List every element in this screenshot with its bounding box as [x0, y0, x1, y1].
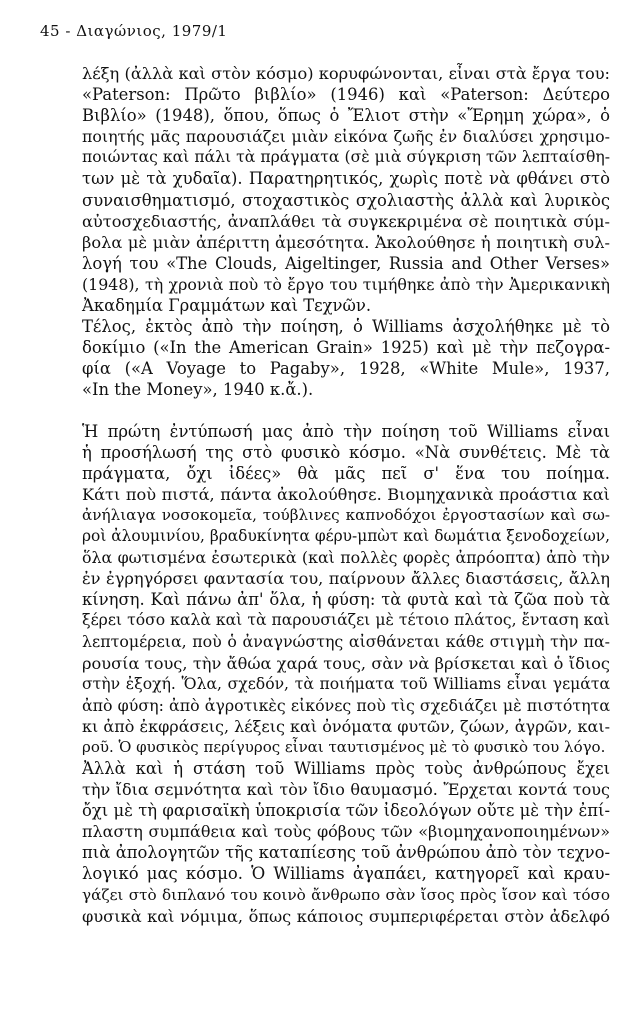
article-body	[82, 63, 610, 927]
text-line: ξέρει τόσο καλὰ καὶ τὰ παρουσιάζει μὲ τέτοιο πλάτος, ἔνταση καὶ	[82, 611, 610, 630]
text-line: ὄχι μὲ τὴ φαρισαϊκὴ ὑποκρισία τῶν ἰδεολόγων οὔτε μὲ τὴν ἐπί-	[82, 801, 610, 821]
text-line: Ἡ πρώτη ἐντύπωσή μας ἀπὸ τὴν ποίηση τοῦ Williams εἶναι	[82, 421, 610, 441]
text-line: ρουσία τους, τὴν ἄθώα χαρά τους, σὰν νὰ βρίσκεται καὶ ὁ ἴδιος	[82, 653, 610, 673]
paragraph	[82, 316, 610, 400]
text-line: ὅλα φωτισμένα ἐσωτερικὰ (καὶ πολλὲς φορὲς ἀπρόοπτα) ἀπὸ τὴν	[82, 548, 610, 568]
text-line: βολα μὲ μιὰν ἀπέριττη ἀμεσότητα. Ἀκολούθησε ἡ ποιητικὴ συλ-	[82, 232, 610, 252]
text-line: λέξη (ἀλλὰ καὶ στὸν κόσμο) κορυφώνονται, εἶναι στὰ ἔργα του:	[82, 64, 610, 83]
text-line: ποιώντας καὶ πάλι τὰ πράγματα (σὲ μιὰ σύγκριση τῶν λεπταίσθη-	[82, 148, 610, 167]
text-line: λογή του «The Clouds, Aigeltinger, Russia and Other Verses»	[82, 253, 610, 273]
text-line: Κάτι ποὺ πιστά, πάντα ἀκολούθησε. Βιομηχανικὰ προάστια καὶ	[82, 484, 610, 504]
text-line: τὴν ἴδια σεμνότητα καὶ τὸν ἴδιο θαυμασμό. Ἔρχεται κοντά τους	[82, 780, 610, 800]
text-line: γάζει στὸ διπλανό του κοινὸ ἄνθρωπο σὰν ἴσος πρὸς ἴσον καὶ τόσο	[82, 885, 610, 904]
text-line: φυσικὰ καὶ νόμιμα, ὅπως κάποιος συμπεριφέρεται στὸν ἀδελφό	[82, 906, 610, 926]
text-line: «Paterson: Πρῶτο βιβλίο» (1946) καὶ «Paterson: Δεύτερο	[82, 85, 610, 105]
text-line: λεπτομέρεια, ποὺ ὁ ἀναγνώστης αἰσθάνεται κάθε στιγμὴ τὴν πα-	[82, 632, 610, 652]
text-line: αὐτοσχεδιαστής, ἀναπλάθει τὰ συγκεκριμένα σὲ ποιητικὰ σύμ-	[82, 211, 610, 231]
text-line: ἀπὸ φύση: ἀπὸ ἀγροτικὲς εἰκόνες ποὺ τὶς σχεδιάζει μὲ πιστότητα	[82, 695, 610, 715]
text-line: Ἀκαδημία Γραμμάτων καὶ Τεχνῶν.	[82, 296, 372, 316]
text-line: των μὲ τὰ χυδαῖα). Παρατηρητικός, χωρὶς ποτὲ νὰ φθάνει στὸ	[82, 169, 610, 189]
page-header: 45 - Διαγώνιος, 1979/1	[40, 22, 228, 40]
text-line: στὴν ἐξοχή. Ὅλα, σχεδόν, τὰ ποιήματα τοῦ Williams εἶναι γεμάτα	[82, 674, 610, 693]
text-line: συναισθηματισμό, στοχαστικὸς σχολιαστὴς ἀλλὰ καὶ λυρικὸς	[82, 190, 610, 210]
text-line: πιὰ ἀπολογητῶν τῆς καταπίεσης τοῦ ἀνθρώπου ἀπὸ τὸν τεχνο-	[82, 843, 610, 863]
paragraph	[82, 421, 610, 759]
text-line: λογικό μας κόσμο. Ὁ Williams ἀγαπάει, κατηγορεῖ καὶ κραυ-	[82, 864, 610, 884]
text-line: «In the Money», 1940 κ.ἄ.).	[82, 380, 314, 400]
text-line: Βιβλίο» (1948), ὅπου, ὅπως ὁ Ἔλιοτ στὴν «Ἔρημη χώρα», ὁ	[82, 106, 610, 126]
text-line: ροὶ ἀλουμινίου, βραδυκίνητα φέρυ-μπὼτ καὶ δωμάτια ξενοδοχείων,	[82, 526, 610, 545]
paragraph	[82, 63, 610, 316]
text-line: ἀνήλιαγα νοσοκομεῖα, τούβλινες καπνοδόχοι ἐργοστασίων καὶ σω-	[82, 505, 610, 524]
text-line: ἐν ἐγρηγόρσει φαντασία του, παίρνουν ἄλλες διαστάσεις, ἄλλη	[82, 569, 610, 589]
text-line: κίνηση. Καὶ πάνω ἀπ' ὅλα, ἡ φύση: τὰ φυτὰ καὶ τὰ ζῶα ποὺ τὰ	[82, 590, 610, 610]
text-line: δοκίμιο («In the American Grain» 1925) καὶ μὲ τὴν πεζογρα-	[82, 338, 610, 358]
paragraph	[82, 758, 610, 927]
text-line: κι ἀπὸ ἐκφράσεις, λέξεις καὶ ὀνόματα φυτῶν, ζώων, ἀγρῶν, και-	[82, 716, 610, 736]
text-line: (1948), τὴ χρονιὰ ποὺ τὸ ἔργο του τιμήθηκε ἀπὸ τὴν Ἀμερικανικὴ	[82, 274, 610, 294]
text-line: Τέλος, ἐκτὸς ἀπὸ τὴν ποίηση, ὁ Williams ἀσχολήθηκε μὲ τὸ	[82, 317, 610, 337]
text-line: φία («A Voyage to Pagaby», 1928, «White Mule», 1937,	[82, 359, 610, 379]
text-line: ἡ προσήλωσή της στὸ φυσικὸ κόσμο. «Νὰ συνθέτεις. Μὲ τὰ	[82, 442, 610, 462]
text-line: πράγματα, ὄχι ἰδέες» θὰ μᾶς πεῖ σ' ἕνα του ποίημα.	[82, 463, 610, 483]
text-line: ποιητής μᾶς παρουσιάζει μιὰν εἰκόνα ζωῆς ἐν διαλύσει χρησιμο-	[82, 127, 610, 147]
text-line: Ἀλλὰ καὶ ἡ στάση τοῦ Williams πρὸς τοὺς ἀνθρώπους ἔχει	[82, 759, 610, 778]
text-line: ροῦ. Ὁ φυσικὸς περίγυρος εἶναι ταυτισμένος μὲ τὸ φυσικὸ του λόγο.	[82, 737, 606, 756]
text-line: πλαστη συμπάθεια καὶ τοὺς φόβους τῶν «βιομηχανοποιημένων»	[82, 822, 610, 842]
section-gap	[82, 401, 610, 421]
